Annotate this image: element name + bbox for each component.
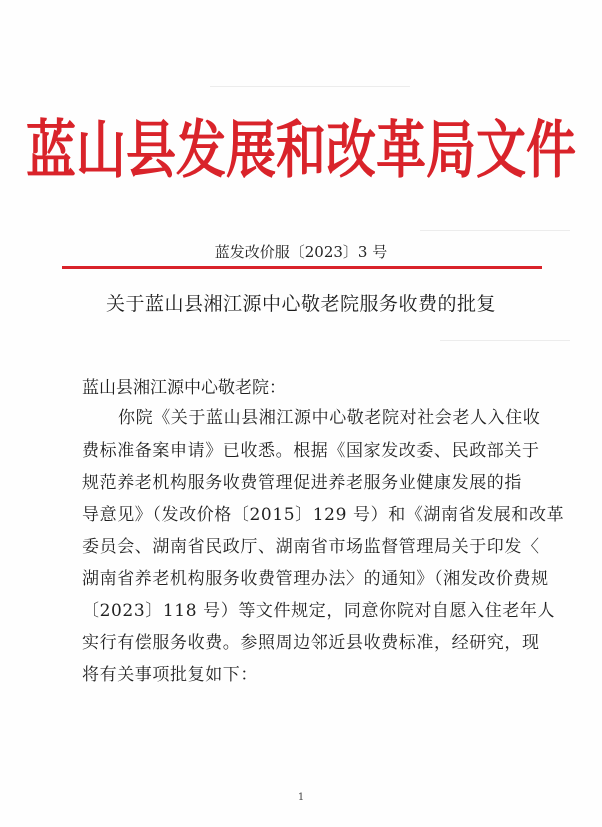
document-subject: 关于蓝山县湘江源中心敬老院服务收费的批复 xyxy=(105,293,496,315)
body-line: 实行有偿服务收费。参照周边邻近县收费标准，经研究，现 xyxy=(82,633,540,653)
body-line: 规范养老机构服务收费管理促进养老服务业健康发展的指 xyxy=(82,473,522,493)
body-line: 导意见》（发改价格〔2015〕129 号）和《湖南省发展和改革 xyxy=(82,505,565,525)
bleed-through-mark xyxy=(210,86,410,95)
body-line: 将有关事项批复如下： xyxy=(82,665,258,685)
bleed-through-mark xyxy=(440,340,570,347)
document-number: 蓝发改价服〔2023〕3 号 xyxy=(214,243,388,261)
body-line: 你院《关于蓝山县湘江源中心敬老院对社会老人入住收 xyxy=(118,408,541,428)
page-number: 1 xyxy=(297,792,305,803)
body-line: 〔2023〕118 号）等文件规定，同意你院对自愿入住老年人 xyxy=(82,601,556,621)
document-header-title: 蓝山县发展和改革局文件 xyxy=(26,112,576,187)
body-line: 委员会、湖南省民政厅、湖南省市场监督管理局关于印发〈 xyxy=(82,537,540,557)
addressee: 蓝山县湘江源中心敬老院： xyxy=(82,378,286,398)
body-line: 费标准备案申请》已收悉。根据《国家发改委、民政部关于 xyxy=(82,441,540,461)
body-line: 湖南省养老机构服务收费管理办法〉的通知》（湘发改价费规 xyxy=(82,569,549,589)
red-divider xyxy=(62,266,542,269)
bleed-through-mark xyxy=(420,230,570,237)
